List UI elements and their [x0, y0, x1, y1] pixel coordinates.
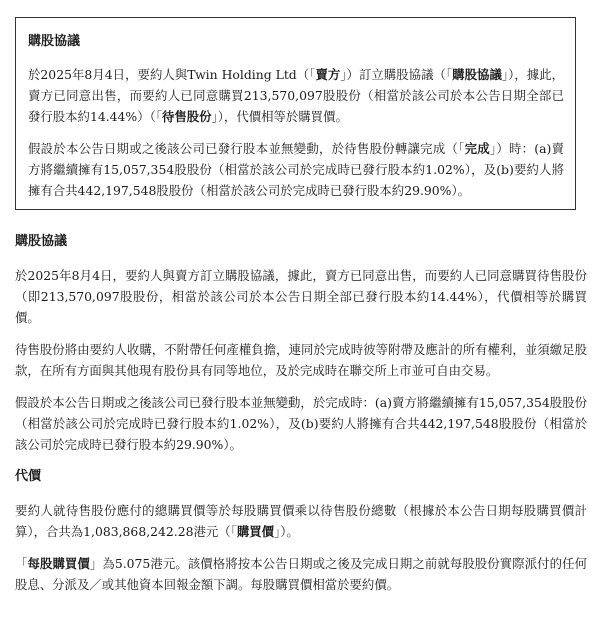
main-paragraph-2: 待售股份將由要約人收購，不附帶任何產權負擔，連同於完成時彼等附帶及應計的所有權利，並須繳足股款，在所有方面與其他現有股份具有同等地位，及於完成時在聯交所上市並可自由交易。	[15, 342, 587, 378]
defined-term-completion: 完成	[464, 141, 490, 156]
box-paragraph-2: 假設於本公告日期或之後該公司已發行股本並無變動，於待售股份轉讓完成（「完成」）時：(a)賣方將繼續擁有15,057,354股股份（相當於該公司於完成時已發行股本約1.02%），及(b)要約人將擁有合共442,197,548股股份（相當於該公司於完成時已發行股本約29.90%）。	[28, 141, 564, 198]
box-heading: 購股協議	[28, 34, 81, 49]
section-heading-consideration: 代價	[15, 469, 42, 484]
main-paragraph-5: 「每股購買價」為5.075港元。該價格將按本公告日期或之後及完成日期之前就每股股份實際派付的任何股息、分派及／或其他資本回報金額下調。每股購買價相當於要約價。	[15, 556, 587, 592]
box-paragraph-1: 於2025年8月4日，要約人與Twin Holding Ltd（「賣方」）訂立購股協議（「購股協議」），據此，賣方已同意出售，而要約人已同意購買213,570,097股股份（相當於該公司於本公告日期全部已發行股本約14.44%）（「待售股份」），代價相等於購買價。	[28, 67, 565, 124]
defined-term-price-per-share: 每股購買價	[27, 556, 90, 571]
main-paragraph-3: 假設於本公告日期或之後該公司已發行股本並無變動，於完成時：(a)賣方將繼續擁有15,057,354股股份（相當於該公司於完成時已發行股本約1.02%），及(b)要約人將擁有合共442,197,548股股份（相當於該公司於完成時已發行股本約29.90%）。	[15, 395, 587, 452]
main-paragraph-1: 於2025年8月4日，要約人與賣方訂立購股協議，據此，賣方已同意出售，而要約人已同意購買待售股份（即213,570,097股股份，相當於該公司於本公告日期全部已發行股本約14.44%），代價相等於購買價。	[15, 268, 587, 325]
defined-term-vendor: 賣方	[315, 67, 341, 82]
section-heading-sp-agreement: 購股協議	[15, 234, 68, 249]
main-content	[15, 232, 587, 595]
defined-term-sale-shares: 待售股份	[161, 109, 212, 124]
defined-term-purchase-price: 購買價	[236, 524, 275, 539]
defined-term-sp-agreement: 購股協議	[452, 67, 502, 82]
summary-box	[15, 17, 576, 210]
main-paragraph-4: 要約人就待售股份應付的總購買價等於每股購買價乘以待售股份總數（根據於本公告日期每股購買價計算），合共為1,083,868,242.28港元（「購買價」）。	[15, 503, 587, 539]
